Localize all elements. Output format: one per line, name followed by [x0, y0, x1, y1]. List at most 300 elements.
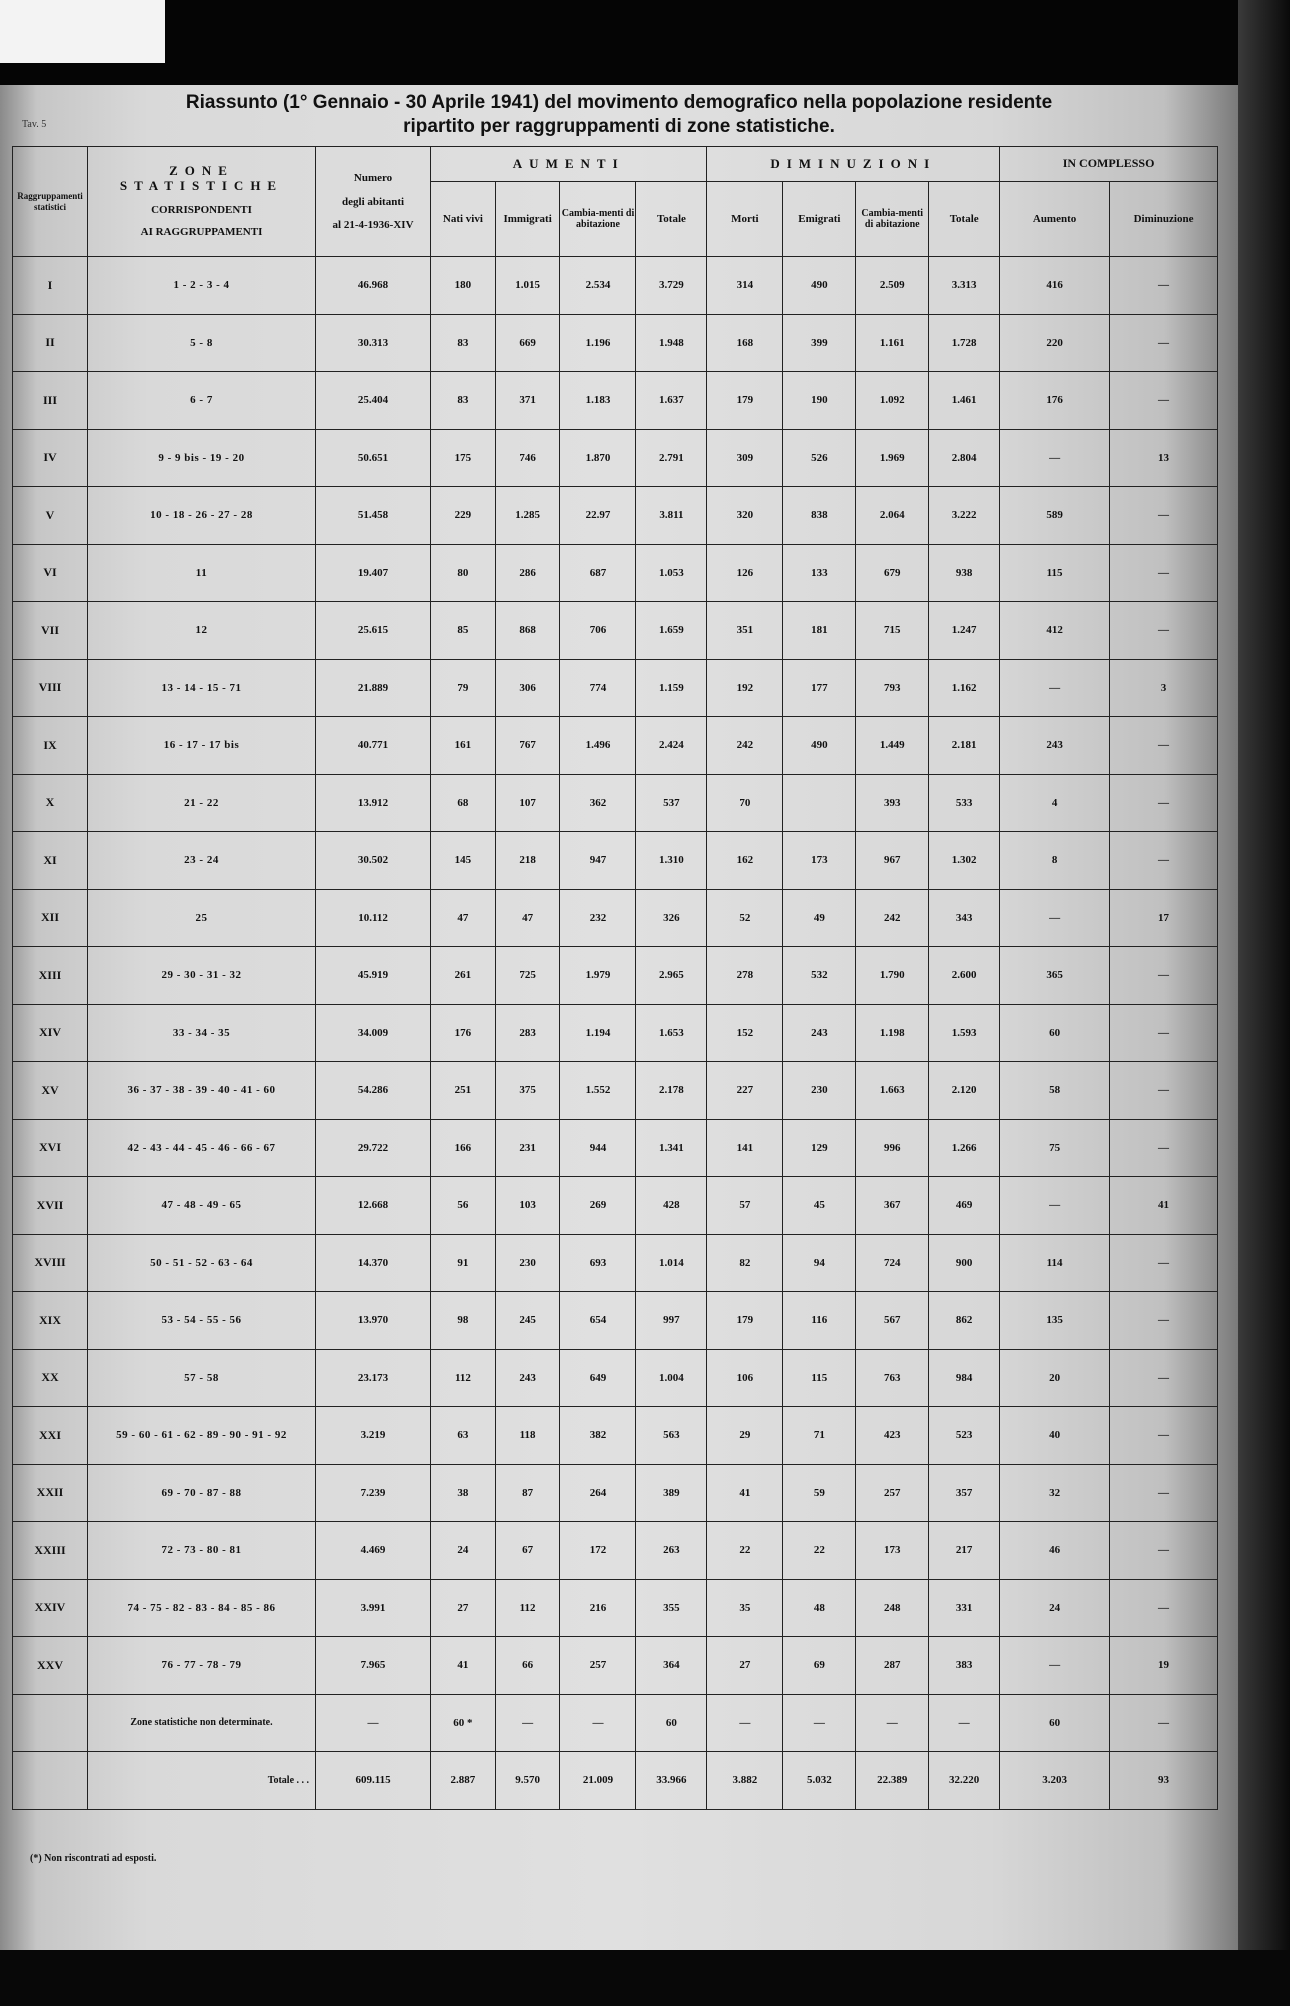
- cell-zones: 25: [87, 889, 315, 947]
- totals-aumento: 3.203: [1000, 1752, 1110, 1810]
- cell-morti: 41: [707, 1464, 783, 1522]
- undetermined-cambi-aumenti: —: [560, 1694, 636, 1752]
- page-title-line1: Riassunto (1° Gennaio - 30 Aprile 1941) del movimento demografico nella popolazione residente: [185, 92, 1053, 113]
- cell-aumento: 58: [1000, 1062, 1110, 1120]
- table-body: [13, 257, 1218, 1695]
- cell-totale-aumenti: 1.014: [636, 1234, 707, 1292]
- table-row: [13, 947, 1218, 1005]
- undetermined-morti: —: [707, 1694, 783, 1752]
- cell-totale-diminuzioni: 3.313: [929, 257, 1000, 315]
- cell-emigrati: 22: [783, 1522, 856, 1580]
- cell-immigrati: 47: [495, 889, 560, 947]
- cell-immigrati: 868: [495, 602, 560, 660]
- cell-nati-vivi: 112: [431, 1349, 496, 1407]
- cell-morti: 126: [707, 544, 783, 602]
- cell-cambiamenti-aumenti: 947: [560, 832, 636, 890]
- table-row: [13, 544, 1218, 602]
- cell-aumento: 135: [1000, 1292, 1110, 1350]
- cell-emigrati: 49: [783, 889, 856, 947]
- cell-nati-vivi: 251: [431, 1062, 496, 1120]
- cell-totale-diminuzioni: 331: [929, 1579, 1000, 1637]
- cell-population: 45.919: [316, 947, 431, 1005]
- cell-population: 7.239: [316, 1464, 431, 1522]
- cell-emigrati: 116: [783, 1292, 856, 1350]
- cell-nati-vivi: 161: [431, 717, 496, 775]
- cell-diminuzione: 3: [1110, 659, 1218, 717]
- cell-zones: 29 - 30 - 31 - 32: [87, 947, 315, 1005]
- cell-cambiamenti-diminuzioni: 248: [856, 1579, 929, 1637]
- cell-zones: 76 - 77 - 78 - 79: [87, 1637, 315, 1695]
- header-aumenti: AUMENTI: [431, 147, 707, 182]
- cell-zones: 57 - 58: [87, 1349, 315, 1407]
- header-zones-line1: ZONE STATISTICHE: [119, 162, 284, 193]
- cell-immigrati: 306: [495, 659, 560, 717]
- cell-diminuzione: 17: [1110, 889, 1218, 947]
- table-row: [13, 1637, 1218, 1695]
- cell-cambiamenti-aumenti: 257: [560, 1637, 636, 1695]
- cell-totale-aumenti: 1.159: [636, 659, 707, 717]
- table-row: [13, 429, 1218, 487]
- cell-totale-aumenti: 364: [636, 1637, 707, 1695]
- header-totale-aumenti: Totale: [636, 182, 707, 257]
- cell-totale-diminuzioni: 1.266: [929, 1119, 1000, 1177]
- cell-aumento: 416: [1000, 257, 1110, 315]
- cell-cambiamenti-diminuzioni: 367: [856, 1177, 929, 1235]
- cell-nati-vivi: 85: [431, 602, 496, 660]
- header-diminuzioni: DIMINUZIONI: [707, 147, 1000, 182]
- cell-emigrati: 526: [783, 429, 856, 487]
- cell-group: XV: [13, 1062, 88, 1120]
- cell-empty: [13, 1752, 88, 1810]
- cell-aumento: —: [1000, 889, 1110, 947]
- cell-cambiamenti-aumenti: 362: [560, 774, 636, 832]
- footnote: (*) Non riscontrati ad esposti.: [30, 1853, 157, 1864]
- header-nati-vivi: Nati vivi: [431, 182, 496, 257]
- undetermined-aumento: 60: [1000, 1694, 1110, 1752]
- cell-emigrati: 133: [783, 544, 856, 602]
- cell-diminuzione: —: [1110, 947, 1218, 1005]
- totals-label: Totale . . .: [87, 1752, 315, 1810]
- cell-totale-diminuzioni: 2.600: [929, 947, 1000, 1005]
- cell-totale-diminuzioni: 862: [929, 1292, 1000, 1350]
- table-row: [13, 832, 1218, 890]
- cell-aumento: 40: [1000, 1407, 1110, 1465]
- cell-cambiamenti-aumenti: 1.183: [560, 372, 636, 430]
- header-cambiamenti-diminuzioni: Cambia-menti di abitazione: [856, 182, 929, 257]
- undetermined-immigrati: —: [495, 1694, 560, 1752]
- cell-immigrati: 245: [495, 1292, 560, 1350]
- cell-emigrati: 115: [783, 1349, 856, 1407]
- cell-nati-vivi: 229: [431, 487, 496, 545]
- cell-aumento: 60: [1000, 1004, 1110, 1062]
- cell-morti: 278: [707, 947, 783, 1005]
- cell-totale-aumenti: 1.637: [636, 372, 707, 430]
- cell-morti: 179: [707, 372, 783, 430]
- table-footer: [13, 1694, 1218, 1809]
- header-emigrati: Emigrati: [783, 182, 856, 257]
- cell-cambiamenti-diminuzioni: 724: [856, 1234, 929, 1292]
- header-aumento: Aumento: [1000, 182, 1110, 257]
- cell-group: XXIII: [13, 1522, 88, 1580]
- cell-aumento: 115: [1000, 544, 1110, 602]
- page-title-line2: ripartito per raggruppamenti di zone statistiche.: [403, 116, 835, 137]
- cell-zones: 50 - 51 - 52 - 63 - 64: [87, 1234, 315, 1292]
- cell-diminuzione: —: [1110, 717, 1218, 775]
- cell-totale-diminuzioni: 533: [929, 774, 1000, 832]
- cell-nati-vivi: 83: [431, 314, 496, 372]
- cell-population: 50.651: [316, 429, 431, 487]
- cell-population: 29.722: [316, 1119, 431, 1177]
- totals-morti: 3.882: [707, 1752, 783, 1810]
- cell-immigrati: 67: [495, 1522, 560, 1580]
- cell-group: XXI: [13, 1407, 88, 1465]
- cell-totale-aumenti: 2.178: [636, 1062, 707, 1120]
- cell-group: XXII: [13, 1464, 88, 1522]
- cell-cambiamenti-aumenti: 382: [560, 1407, 636, 1465]
- totals-cambi-aumenti: 21.009: [560, 1752, 636, 1810]
- cell-aumento: —: [1000, 1637, 1110, 1695]
- cell-cambiamenti-aumenti: 687: [560, 544, 636, 602]
- cell-immigrati: 103: [495, 1177, 560, 1235]
- cell-cambiamenti-aumenti: 693: [560, 1234, 636, 1292]
- cell-zones: 12: [87, 602, 315, 660]
- cell-totale-diminuzioni: 1.728: [929, 314, 1000, 372]
- cell-cambiamenti-diminuzioni: 1.161: [856, 314, 929, 372]
- cell-group: III: [13, 372, 88, 430]
- totals-cambi-diminuzioni: 22.389: [856, 1752, 929, 1810]
- header-morti: Morti: [707, 182, 783, 257]
- cell-cambiamenti-aumenti: 1.496: [560, 717, 636, 775]
- cell-morti: 227: [707, 1062, 783, 1120]
- cell-morti: 35: [707, 1579, 783, 1637]
- cell-population: 23.173: [316, 1349, 431, 1407]
- cell-totale-aumenti: 1.004: [636, 1349, 707, 1407]
- header-immigrati: Immigrati: [495, 182, 560, 257]
- undetermined-label: Zone statistiche non determinate.: [87, 1694, 315, 1752]
- cell-emigrati: 45: [783, 1177, 856, 1235]
- cell-zones: 23 - 24: [87, 832, 315, 890]
- table-row: [13, 372, 1218, 430]
- cell-aumento: 114: [1000, 1234, 1110, 1292]
- cell-nati-vivi: 180: [431, 257, 496, 315]
- cell-population: 30.502: [316, 832, 431, 890]
- undetermined-cambi-diminuzioni: —: [856, 1694, 929, 1752]
- table-row: [13, 889, 1218, 947]
- cell-cambiamenti-diminuzioni: 242: [856, 889, 929, 947]
- cell-immigrati: 283: [495, 1004, 560, 1062]
- cell-zones: 69 - 70 - 87 - 88: [87, 1464, 315, 1522]
- cell-totale-aumenti: 3.729: [636, 257, 707, 315]
- cell-population: 12.668: [316, 1177, 431, 1235]
- cell-diminuzione: —: [1110, 1579, 1218, 1637]
- cell-nati-vivi: 80: [431, 544, 496, 602]
- cell-aumento: 4: [1000, 774, 1110, 832]
- cell-morti: 320: [707, 487, 783, 545]
- cell-totale-diminuzioni: 1.461: [929, 372, 1000, 430]
- header-group: Raggruppamenti statistici: [13, 147, 88, 257]
- cell-group: I: [13, 257, 88, 315]
- cell-morti: 70: [707, 774, 783, 832]
- header-zones: [87, 147, 315, 257]
- cell-emigrati: 230: [783, 1062, 856, 1120]
- cell-immigrati: 767: [495, 717, 560, 775]
- scan-border-bottom: [0, 1950, 1290, 2006]
- cell-diminuzione: —: [1110, 1234, 1218, 1292]
- cell-totale-aumenti: 1.659: [636, 602, 707, 660]
- table-row: [13, 1292, 1218, 1350]
- cell-aumento: 243: [1000, 717, 1110, 775]
- cell-totale-aumenti: 563: [636, 1407, 707, 1465]
- cell-group: XII: [13, 889, 88, 947]
- totals-totale-diminuzioni: 32.220: [929, 1752, 1000, 1810]
- cell-totale-aumenti: 997: [636, 1292, 707, 1350]
- cell-morti: 52: [707, 889, 783, 947]
- undetermined-pop: —: [316, 1694, 431, 1752]
- cell-aumento: 75: [1000, 1119, 1110, 1177]
- cell-immigrati: 1.285: [495, 487, 560, 545]
- cell-cambiamenti-diminuzioni: 257: [856, 1464, 929, 1522]
- cell-aumento: 220: [1000, 314, 1110, 372]
- cell-zones: 16 - 17 - 17 bis: [87, 717, 315, 775]
- cell-immigrati: 371: [495, 372, 560, 430]
- cell-zones: 1 - 2 - 3 - 4: [87, 257, 315, 315]
- cell-totale-aumenti: 1.053: [636, 544, 707, 602]
- cell-emigrati: 59: [783, 1464, 856, 1522]
- table-row: [13, 1464, 1218, 1522]
- cell-aumento: 589: [1000, 487, 1110, 545]
- cell-diminuzione: —: [1110, 314, 1218, 372]
- cell-aumento: 365: [1000, 947, 1110, 1005]
- undetermined-totale-diminuzioni: —: [929, 1694, 1000, 1752]
- cell-emigrati: 177: [783, 659, 856, 717]
- cell-zones: 11: [87, 544, 315, 602]
- cell-nati-vivi: 63: [431, 1407, 496, 1465]
- cell-diminuzione: —: [1110, 487, 1218, 545]
- cell-emigrati: 181: [783, 602, 856, 660]
- cell-totale-aumenti: 2.791: [636, 429, 707, 487]
- cell-totale-aumenti: 1.310: [636, 832, 707, 890]
- cell-cambiamenti-diminuzioni: 1.449: [856, 717, 929, 775]
- cell-cambiamenti-aumenti: 1.194: [560, 1004, 636, 1062]
- cell-totale-aumenti: 355: [636, 1579, 707, 1637]
- cell-morti: 309: [707, 429, 783, 487]
- cell-totale-diminuzioni: 1.247: [929, 602, 1000, 660]
- cell-diminuzione: —: [1110, 602, 1218, 660]
- cell-zones: 21 - 22: [87, 774, 315, 832]
- cell-cambiamenti-diminuzioni: 1.198: [856, 1004, 929, 1062]
- cell-totale-diminuzioni: 2.181: [929, 717, 1000, 775]
- cell-morti: 57: [707, 1177, 783, 1235]
- cell-immigrati: 669: [495, 314, 560, 372]
- scan-margin-corner: [0, 0, 165, 63]
- table-row: [13, 487, 1218, 545]
- cell-aumento: 24: [1000, 1579, 1110, 1637]
- cell-population: 13.912: [316, 774, 431, 832]
- cell-nati-vivi: 166: [431, 1119, 496, 1177]
- cell-totale-diminuzioni: 343: [929, 889, 1000, 947]
- cell-diminuzione: —: [1110, 774, 1218, 832]
- header-diminuzione: Diminuzione: [1110, 182, 1218, 257]
- cell-totale-diminuzioni: 3.222: [929, 487, 1000, 545]
- cell-immigrati: 1.015: [495, 257, 560, 315]
- cell-zones: 6 - 7: [87, 372, 315, 430]
- cell-cambiamenti-aumenti: 1.870: [560, 429, 636, 487]
- cell-diminuzione: —: [1110, 372, 1218, 430]
- cell-emigrati: 190: [783, 372, 856, 430]
- cell-cambiamenti-diminuzioni: 173: [856, 1522, 929, 1580]
- cell-population: 30.313: [316, 314, 431, 372]
- cell-cambiamenti-diminuzioni: 967: [856, 832, 929, 890]
- header-complesso: IN COMPLESSO: [1000, 147, 1218, 182]
- cell-zones: 36 - 37 - 38 - 39 - 40 - 41 - 60: [87, 1062, 315, 1120]
- cell-diminuzione: 13: [1110, 429, 1218, 487]
- cell-immigrati: 231: [495, 1119, 560, 1177]
- cell-group: XIII: [13, 947, 88, 1005]
- undetermined-totale-aumenti: 60: [636, 1694, 707, 1752]
- cell-aumento: 8: [1000, 832, 1110, 890]
- cell-immigrati: 286: [495, 544, 560, 602]
- cell-morti: 168: [707, 314, 783, 372]
- cell-population: 34.009: [316, 1004, 431, 1062]
- table-row: [13, 314, 1218, 372]
- cell-group: XVI: [13, 1119, 88, 1177]
- cell-totale-diminuzioni: 2.804: [929, 429, 1000, 487]
- cell-population: 3.991: [316, 1579, 431, 1637]
- cell-population: 3.219: [316, 1407, 431, 1465]
- cell-population: 14.370: [316, 1234, 431, 1292]
- cell-diminuzione: —: [1110, 1407, 1218, 1465]
- cell-totale-diminuzioni: 523: [929, 1407, 1000, 1465]
- cell-cambiamenti-diminuzioni: 1.663: [856, 1062, 929, 1120]
- cell-totale-diminuzioni: 469: [929, 1177, 1000, 1235]
- cell-emigrati: 490: [783, 257, 856, 315]
- cell-totale-aumenti: 3.811: [636, 487, 707, 545]
- cell-zones: 9 - 9 bis - 19 - 20: [87, 429, 315, 487]
- cell-group: XVII: [13, 1177, 88, 1235]
- cell-aumento: —: [1000, 659, 1110, 717]
- cell-zones: 47 - 48 - 49 - 65: [87, 1177, 315, 1235]
- cell-nati-vivi: 145: [431, 832, 496, 890]
- cell-emigrati: 243: [783, 1004, 856, 1062]
- cell-cambiamenti-diminuzioni: 1.969: [856, 429, 929, 487]
- cell-cambiamenti-aumenti: 216: [560, 1579, 636, 1637]
- cell-cambiamenti-aumenti: 649: [560, 1349, 636, 1407]
- cell-totale-diminuzioni: 900: [929, 1234, 1000, 1292]
- cell-population: 54.286: [316, 1062, 431, 1120]
- cell-emigrati: [783, 774, 856, 832]
- cell-diminuzione: —: [1110, 544, 1218, 602]
- cell-cambiamenti-aumenti: 1.979: [560, 947, 636, 1005]
- cell-cambiamenti-aumenti: 232: [560, 889, 636, 947]
- cell-cambiamenti-aumenti: 706: [560, 602, 636, 660]
- cell-cambiamenti-aumenti: 264: [560, 1464, 636, 1522]
- cell-morti: 27: [707, 1637, 783, 1695]
- cell-totale-diminuzioni: 2.120: [929, 1062, 1000, 1120]
- cell-nati-vivi: 79: [431, 659, 496, 717]
- statistics-table: [12, 146, 1218, 1810]
- table-row-undetermined: [13, 1694, 1218, 1752]
- cell-group: XXIV: [13, 1579, 88, 1637]
- cell-empty: [13, 1694, 88, 1752]
- cell-emigrati: 399: [783, 314, 856, 372]
- cell-cambiamenti-diminuzioni: 567: [856, 1292, 929, 1350]
- cell-zones: 72 - 73 - 80 - 81: [87, 1522, 315, 1580]
- cell-aumento: 412: [1000, 602, 1110, 660]
- cell-nati-vivi: 41: [431, 1637, 496, 1695]
- cell-cambiamenti-diminuzioni: 2.064: [856, 487, 929, 545]
- cell-emigrati: 71: [783, 1407, 856, 1465]
- undetermined-nati: 60 *: [431, 1694, 496, 1752]
- table-row-totals: [13, 1752, 1218, 1810]
- cell-population: 25.404: [316, 372, 431, 430]
- cell-nati-vivi: 175: [431, 429, 496, 487]
- header-population: [316, 147, 431, 257]
- cell-totale-aumenti: 2.424: [636, 717, 707, 775]
- cell-aumento: 176: [1000, 372, 1110, 430]
- cell-cambiamenti-diminuzioni: 2.509: [856, 257, 929, 315]
- cell-morti: 106: [707, 1349, 783, 1407]
- cell-group: V: [13, 487, 88, 545]
- cell-population: 51.458: [316, 487, 431, 545]
- cell-diminuzione: —: [1110, 1349, 1218, 1407]
- cell-nati-vivi: 98: [431, 1292, 496, 1350]
- cell-morti: 192: [707, 659, 783, 717]
- totals-emigrati: 5.032: [783, 1752, 856, 1810]
- cell-cambiamenti-aumenti: 1.196: [560, 314, 636, 372]
- cell-totale-aumenti: 1.653: [636, 1004, 707, 1062]
- cell-population: 13.970: [316, 1292, 431, 1350]
- header-cambiamenti-aumenti: Cambia-menti di abitazione: [560, 182, 636, 257]
- cell-group: XI: [13, 832, 88, 890]
- cell-morti: 29: [707, 1407, 783, 1465]
- cell-group: XXV: [13, 1637, 88, 1695]
- cell-cambiamenti-diminuzioni: 715: [856, 602, 929, 660]
- totals-diminuzione: 93: [1110, 1752, 1218, 1810]
- header-zones-line3: AI RAGGRUPPAMENTI: [140, 226, 263, 239]
- table-row: [13, 659, 1218, 717]
- cell-group: VIII: [13, 659, 88, 717]
- cell-totale-aumenti: 263: [636, 1522, 707, 1580]
- cell-morti: 351: [707, 602, 783, 660]
- cell-aumento: —: [1000, 1177, 1110, 1235]
- cell-cambiamenti-diminuzioni: 1.092: [856, 372, 929, 430]
- cell-zones: 10 - 18 - 26 - 27 - 28: [87, 487, 315, 545]
- cell-diminuzione: 41: [1110, 1177, 1218, 1235]
- table-row: [13, 1522, 1218, 1580]
- cell-totale-aumenti: 2.965: [636, 947, 707, 1005]
- cell-emigrati: 490: [783, 717, 856, 775]
- table-row: [13, 1349, 1218, 1407]
- cell-nati-vivi: 261: [431, 947, 496, 1005]
- cell-totale-diminuzioni: 984: [929, 1349, 1000, 1407]
- cell-cambiamenti-aumenti: 654: [560, 1292, 636, 1350]
- cell-aumento: 46: [1000, 1522, 1110, 1580]
- cell-totale-diminuzioni: 1.593: [929, 1004, 1000, 1062]
- cell-immigrati: 107: [495, 774, 560, 832]
- cell-zones: 42 - 43 - 44 - 45 - 46 - 66 - 67: [87, 1119, 315, 1177]
- table-row: [13, 1004, 1218, 1062]
- cell-nati-vivi: 91: [431, 1234, 496, 1292]
- cell-immigrati: 243: [495, 1349, 560, 1407]
- cell-immigrati: 230: [495, 1234, 560, 1292]
- undetermined-emigrati: —: [783, 1694, 856, 1752]
- cell-morti: 162: [707, 832, 783, 890]
- cell-population: 7.965: [316, 1637, 431, 1695]
- table-row: [13, 1062, 1218, 1120]
- statistics-table-wrap: [12, 146, 1218, 1810]
- cell-totale-diminuzioni: 217: [929, 1522, 1000, 1580]
- header-population-line2: degli abitanti: [342, 196, 405, 209]
